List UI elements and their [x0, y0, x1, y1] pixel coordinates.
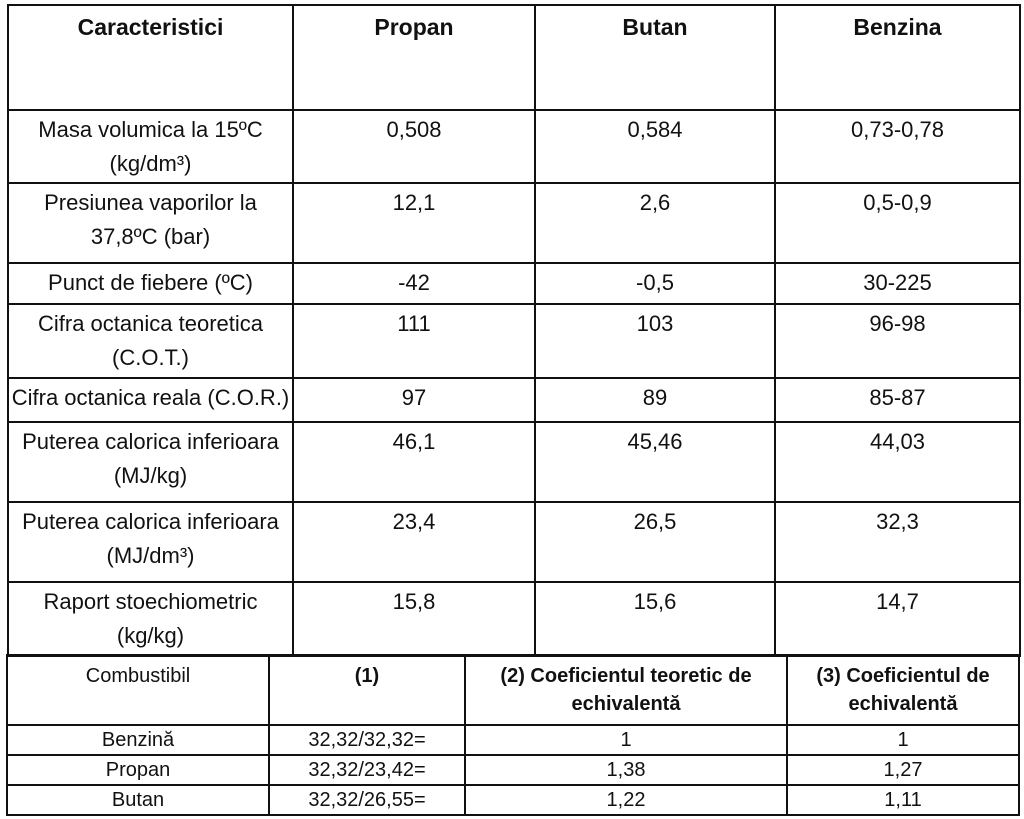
- benzina-cell: 30-225: [775, 263, 1020, 304]
- theoretic-coef-cell: 1: [465, 725, 787, 755]
- header-coefficient: (3) Coeficientul de echivalentă: [787, 655, 1019, 725]
- propan-cell: 111: [293, 304, 535, 378]
- row-label: Punct de fiebere (ºC): [8, 263, 293, 304]
- table-row: [8, 378, 1020, 422]
- butan-cell: -0,5: [535, 263, 775, 304]
- theoretic-coef-cell: 1,22: [465, 785, 787, 815]
- table-row: [8, 304, 1020, 378]
- row-label: Cifra octanica reala (C.O.R.): [8, 378, 293, 422]
- butan-cell: 26,5: [535, 502, 775, 582]
- ratio-cell: 32,32/23,42=: [269, 755, 465, 785]
- header-theoretic-coefficient: (2) Coeficientul teoretic de echivalentă: [465, 655, 787, 725]
- coef-cell: 1: [787, 725, 1019, 755]
- row-label: Puterea calorica inferioara (MJ/dm³): [8, 502, 293, 582]
- benzina-cell: 32,3: [775, 502, 1020, 582]
- butan-cell: 103: [535, 304, 775, 378]
- ratio-cell: 32,32/32,32=: [269, 725, 465, 755]
- fuel-cell: Benzină: [7, 725, 269, 755]
- coef-cell: 1,27: [787, 755, 1019, 785]
- propan-cell: 46,1: [293, 422, 535, 502]
- header-row: [7, 655, 1019, 725]
- ratio-cell: 32,32/26,55=: [269, 785, 465, 815]
- table-row: [7, 725, 1019, 755]
- table-row: [8, 582, 1020, 656]
- theoretic-coef-cell: 1,38: [465, 755, 787, 785]
- row-label: Puterea calorica inferioara (MJ/kg): [8, 422, 293, 502]
- characteristics-table: [7, 4, 1021, 657]
- propan-cell: 12,1: [293, 183, 535, 263]
- benzina-cell: 14,7: [775, 582, 1020, 656]
- equivalence-table: [6, 654, 1020, 816]
- propan-cell: 97: [293, 378, 535, 422]
- butan-cell: 0,584: [535, 110, 775, 183]
- butan-cell: 2,6: [535, 183, 775, 263]
- table-row: [8, 263, 1020, 304]
- benzina-cell: 96-98: [775, 304, 1020, 378]
- benzina-cell: 0,73-0,78: [775, 110, 1020, 183]
- fuel-cell: Butan: [7, 785, 269, 815]
- table-row: [7, 785, 1019, 815]
- benzina-cell: 85-87: [775, 378, 1020, 422]
- propan-cell: 23,4: [293, 502, 535, 582]
- table-row: [8, 502, 1020, 582]
- butan-cell: 89: [535, 378, 775, 422]
- row-label: Cifra octanica teoretica (C.O.T.): [8, 304, 293, 378]
- row-label: Presiunea vaporilor la 37,8ºC (bar): [8, 183, 293, 263]
- butan-cell: 45,46: [535, 422, 775, 502]
- table-row: [8, 183, 1020, 263]
- fuel-cell: Propan: [7, 755, 269, 785]
- header-characteristics: Caracteristici: [8, 5, 293, 110]
- coef-cell: 1,11: [787, 785, 1019, 815]
- header-row: [8, 5, 1020, 110]
- table-row: [8, 110, 1020, 183]
- row-label: Masa volumica la 15ºC (kg/dm³): [8, 110, 293, 183]
- propan-cell: 15,8: [293, 582, 535, 656]
- header-ratio: (1): [269, 655, 465, 725]
- row-label: Raport stoechiometric (kg/kg): [8, 582, 293, 656]
- propan-cell: 0,508: [293, 110, 535, 183]
- header-butan: Butan: [535, 5, 775, 110]
- header-propan: Propan: [293, 5, 535, 110]
- benzina-cell: 0,5-0,9: [775, 183, 1020, 263]
- table-row: [7, 755, 1019, 785]
- propan-cell: -42: [293, 263, 535, 304]
- table-row: [8, 422, 1020, 502]
- header-benzina: Benzina: [775, 5, 1020, 110]
- butan-cell: 15,6: [535, 582, 775, 656]
- benzina-cell: 44,03: [775, 422, 1020, 502]
- header-fuel: Combustibil: [7, 655, 269, 725]
